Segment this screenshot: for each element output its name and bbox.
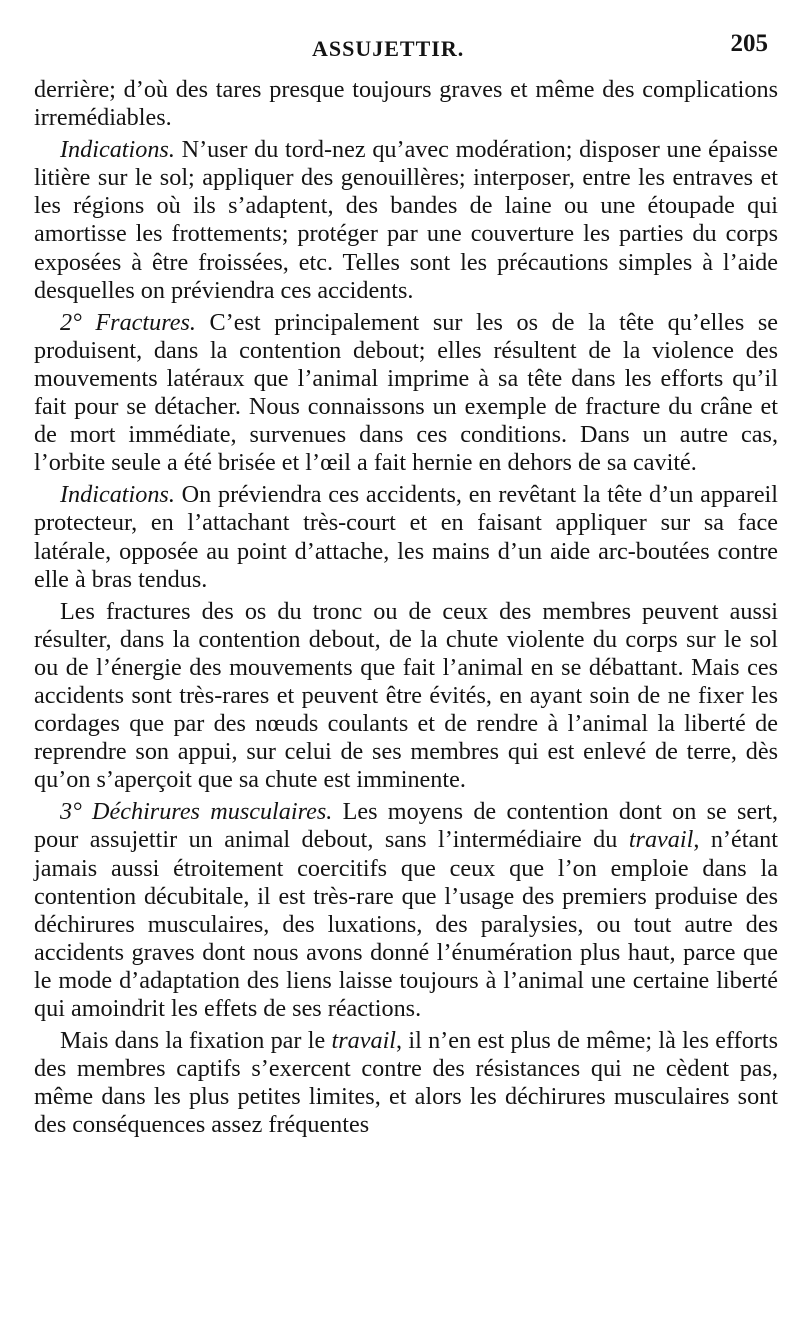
paragraph-text-cont: , n’étant jamais aussi étroitement coercitifs que ceux que l’on emploie dans la contention décubitale, il est très-rare que l’usage des premiers produise des déchirures musculaires, des luxations, des paralysies, ou tout autre des accidents graves dont nous avons donné l’énumération plus haut, parce que le mode d’adaptation des liens laisse toujours à l’animal une certaine liberté qui amoindrit les effets de ses réactions. <box>34 826 778 1022</box>
paragraph-fixation-travail <box>34 1027 778 1139</box>
paragraph-lead: Indications. <box>60 481 175 509</box>
paragraph-text: derrière; d’où des tares presque toujours graves et même des complications irremédiables. <box>34 76 778 132</box>
paragraph-text: On préviendra ces accidents, en revêtant la tête d’un appareil protecteur, en l’attachant très-court et en faisant appliquer sur sa face latérale, opposée au point d’attache, les mains d’un aide arc-boutées contre elle à bras tendus. <box>34 481 778 593</box>
running-head <box>34 26 778 76</box>
paragraph-indications-1 <box>34 136 778 305</box>
paragraph-text-cont: , il n’en est plus de même; là les efforts des membres captifs s’exercent contre des résistances qui ne cèdent pas, même dans les plus petites limites, et alors les déchirures musculaires sont des conséquences assez fréquentes <box>34 1027 778 1139</box>
paragraph-continuation <box>34 76 778 132</box>
emphasis-travail: travail <box>628 826 694 854</box>
paragraph-indications-2 <box>34 481 778 593</box>
paragraph-text: C’est principalement sur les os de la tête qu’elles se produisent, dans la contention debout; elles résultent de la violence des mouvements latéraux que l’animal imprime à sa tête dans les efforts qu’il fait pour se détacher. Nous connaissons un exemple de fracture du crâne et de mort immédiate, survenues dans ces conditions. Dans un autre cas, l’orbite seule a été brisée et l’œil a fait hernie en dehors de sa cavité. <box>34 308 778 477</box>
emphasis-travail: travail <box>331 1027 397 1055</box>
paragraph-text: N’user du tord-nez qu’avec modération; disposer une épaisse litière sur le sol; appliquer des genouillères; interposer, entre les entraves et les régions où ils s’adaptent, des bandes de laine ou une étoupade qui amortisse les frottements; protéger par une couverture les parties du corps exposées à être froissées, etc. Telles sont les précautions simples à l’aide desquelles on préviendra ces accidents. <box>34 136 778 304</box>
running-title: ASSUJETTIR. <box>312 36 465 61</box>
paragraph-fractures-tronc <box>34 598 778 795</box>
paragraph-text: Les fractures des os du tronc ou de ceux des membres peuvent aussi résulter, dans la contention debout, de la chute violente du corps sur le sol ou de l’énergie des mouvements que fait l’animal en se débattant. Mais ces accidents sont très-rares et peuvent être évités, en ayant soin de ne fixer les cordages que par des nœuds coulants et de rendre à l’animal la liberté de reprendre son appui, sur celui de ses membres qui est enlevé de terre, dès qu’on s’aperçoit que sa chute est imminente. <box>34 597 778 794</box>
body-text <box>34 76 778 1139</box>
paragraph-fractures <box>34 309 778 478</box>
paragraph-lead: Indications. <box>60 136 175 164</box>
paragraph-text: Mais dans la fixation par le <box>60 1027 332 1055</box>
paragraph-dechirures <box>34 798 778 1023</box>
page-number: 205 <box>730 30 768 57</box>
section-heading-fractures: 2° Fractures. <box>60 308 196 336</box>
paragraph-text: Les moyens de contention dont on se sert, pour assujettir un animal debout, sans l’intermédiaire du <box>34 798 778 854</box>
section-heading-dechirures: 3° Déchirures musculaires. <box>60 798 333 826</box>
